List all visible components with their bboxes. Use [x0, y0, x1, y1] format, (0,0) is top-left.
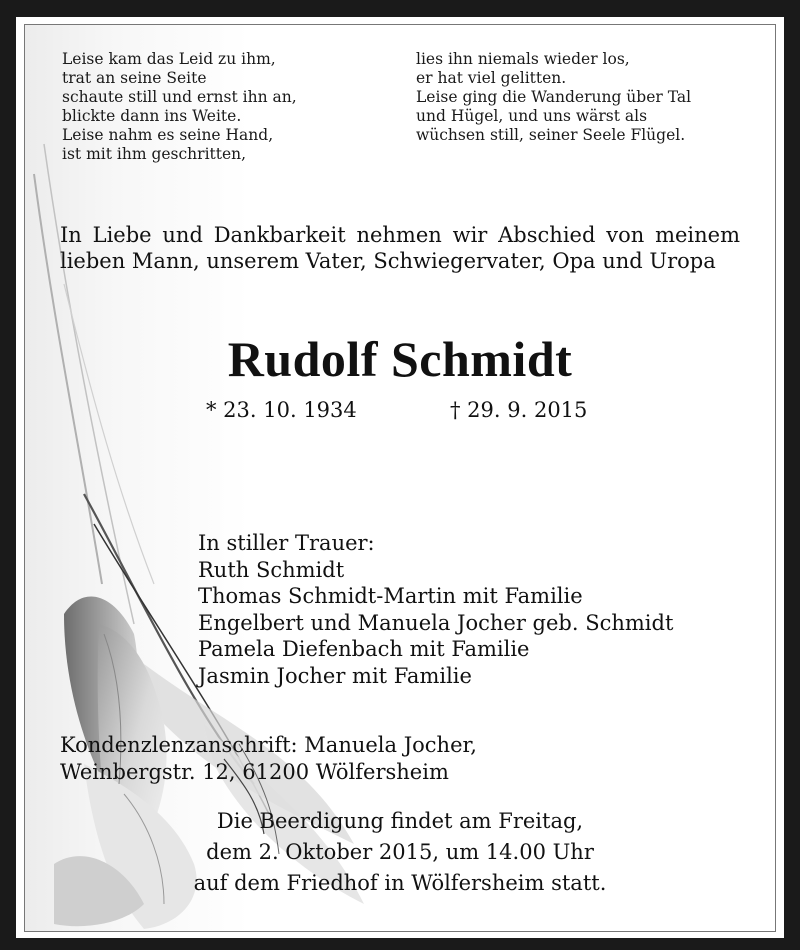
mourner-name: Engelbert und Manuela Jocher geb. Schmidt: [198, 610, 674, 635]
poem-line: er hat viel gelitten.: [416, 69, 567, 87]
mourners-heading: In stiller Trauer:: [198, 531, 375, 555]
funeral-line: auf dem Friedhof in Wölfersheim statt.: [193, 871, 607, 895]
poem-right-column: [416, 50, 691, 145]
poem-line: Leise kam das Leid zu ihm,: [62, 50, 276, 68]
poem-line: trat an seine Seite: [62, 69, 207, 87]
mourner-name: Pamela Diefenbach mit Familie: [198, 637, 530, 661]
poem-left-column: [62, 50, 297, 164]
poem-line: ist mit ihm geschritten,: [62, 145, 247, 163]
birth-date: * 23. 10. 1934: [206, 398, 357, 422]
poem-line: Leise nahm es seine Hand,: [62, 126, 274, 144]
deceased-name: Rudolf Schmidt: [227, 331, 573, 387]
death-date: † 29. 9. 2015: [450, 398, 588, 422]
funeral-line: dem 2. Oktober 2015, um 14.00 Uhr: [206, 840, 594, 864]
poem-line: blickte dann ins Weite.: [62, 107, 242, 125]
mourner-name: Thomas Schmidt-Martin mit Familie: [198, 584, 583, 608]
mourner-name: Jasmin Jocher mit Familie: [198, 663, 472, 688]
farewell-intro: In Liebe und Dankbarkeit nehmen wir Abschied von meinem lieben Mann, unserem Vater, Schwiegervater, Opa und Uropa: [60, 223, 740, 273]
address-line: Weinbergstr. 12, 61200 Wölfersheim: [60, 759, 449, 784]
condolence-address: [60, 732, 477, 785]
poem-line: lies ihn niemals wieder los,: [416, 50, 630, 68]
address-line: Kondenzlenzanschrift: Manuela Jocher,: [60, 733, 477, 757]
poem-line: und Hügel, und uns wärst als: [416, 107, 648, 125]
poem-line: schaute still und ernst ihn an,: [62, 88, 297, 106]
poem-line: wüchsen still, seiner Seele Flügel.: [416, 126, 686, 144]
poem-line: Leise ging die Wanderung über Tal: [416, 88, 692, 106]
mourner-name: Ruth Schmidt: [198, 557, 345, 582]
mourners-list: [198, 530, 673, 689]
funeral-line: Die Beerdigung findet am Freitag,: [216, 809, 584, 833]
funeral-notice: [0, 806, 800, 899]
